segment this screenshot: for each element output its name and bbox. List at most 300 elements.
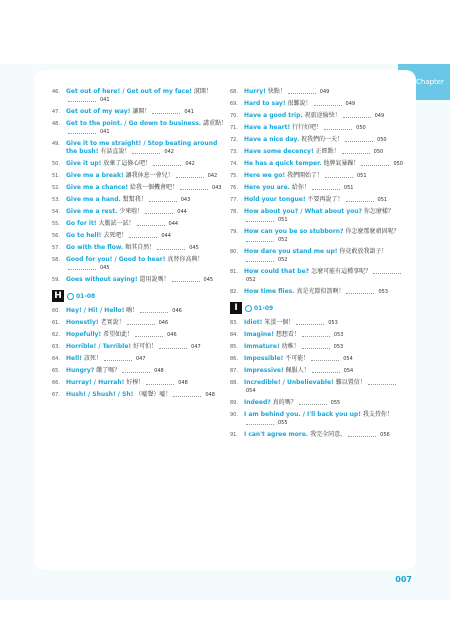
index-entry[interactable] <box>52 220 228 228</box>
entry-page-ref: 045 <box>203 277 214 283</box>
entry-body <box>66 108 228 116</box>
english-phrase: I am behind you. / I'll back you up! <box>244 411 361 418</box>
chinese-translation: 我支持你！ <box>362 411 393 418</box>
contents-card <box>34 70 416 570</box>
cd-icon <box>245 305 252 312</box>
english-phrase: Imagine! <box>244 331 274 338</box>
entry-page-ref: 050 <box>377 137 387 143</box>
chinese-translation: 祝我們的一天！ <box>301 136 344 143</box>
dot-leader <box>145 209 173 214</box>
entry-body <box>244 343 406 351</box>
chinese-translation: 怎麼可能有這種事呢？ <box>311 268 372 275</box>
entry-body <box>66 355 228 363</box>
index-entry[interactable] <box>230 431 406 439</box>
chinese-translation: 好可怕！ <box>133 343 158 350</box>
index-entry[interactable] <box>52 88 228 104</box>
entry-page-ref: 053 <box>333 332 344 338</box>
entry-body <box>66 256 228 272</box>
entry-body <box>66 196 228 204</box>
chinese-translation: 不要再說了！ <box>307 196 344 203</box>
entry-body <box>244 379 406 395</box>
entry-number: 49. <box>52 141 60 147</box>
entry-body <box>66 220 228 228</box>
index-entry[interactable] <box>52 379 228 387</box>
index-entry[interactable] <box>230 379 406 395</box>
entry-page-ref: 051 <box>377 197 388 203</box>
english-phrase: Give it to me straight! / Stop beating around the bush! <box>66 140 218 155</box>
chinese-translation: 讓開！ <box>132 108 151 115</box>
chinese-translation: 你怎麼樣？ <box>363 208 394 215</box>
entry-number: 75. <box>230 173 238 179</box>
entry-number: 72. <box>230 137 238 143</box>
dot-leader <box>348 432 376 437</box>
entry-page-ref: 054 <box>343 356 353 362</box>
english-phrase: Give me a chance! <box>66 184 129 191</box>
entry-number: 77. <box>230 197 238 203</box>
english-phrase: Hey! / Hi! / Hello! <box>66 307 125 314</box>
track-number: 01-08 <box>76 292 96 300</box>
index-entry[interactable] <box>230 367 406 375</box>
index-entry[interactable] <box>230 172 406 180</box>
entry-number: 81. <box>230 269 238 275</box>
index-entry[interactable] <box>52 196 228 204</box>
dot-leader <box>132 149 160 154</box>
dot-leader <box>346 289 374 294</box>
index-entry[interactable] <box>52 160 228 168</box>
track-number: 01-09 <box>254 304 274 312</box>
entry-page-ref: 052 <box>278 257 288 263</box>
entry-page-ref: 051 <box>343 185 354 191</box>
entry-page-ref: 048 <box>178 380 188 386</box>
chinese-translation: 放棄了這條心吧！ <box>103 160 152 167</box>
entry-body <box>244 112 406 120</box>
entry-page-ref: 052 <box>246 277 256 283</box>
english-phrase: Go with the flow. <box>66 244 124 251</box>
entry-number: 78. <box>230 209 238 215</box>
dot-leader <box>152 109 180 114</box>
index-entry[interactable] <box>230 319 406 327</box>
index-entry[interactable] <box>52 108 228 116</box>
entry-number: 62. <box>52 332 60 338</box>
entry-body <box>244 228 406 244</box>
chapter-tab-label: Chapter <box>416 78 444 86</box>
index-entry[interactable] <box>230 196 406 204</box>
dot-leader <box>122 368 150 373</box>
index-entry[interactable] <box>52 355 228 363</box>
entry-page-ref: 049 <box>319 89 330 95</box>
index-entry[interactable] <box>52 391 228 399</box>
entry-body <box>244 399 406 407</box>
entry-body <box>244 100 406 108</box>
dot-leader <box>68 97 96 102</box>
entry-number: 76. <box>230 185 238 191</box>
english-phrase: Hold your tongue! <box>244 196 306 203</box>
entry-number: 88. <box>230 380 238 386</box>
entry-number: 86. <box>230 356 238 362</box>
dot-leader <box>312 185 340 190</box>
index-entry[interactable] <box>230 124 406 132</box>
entry-body <box>66 276 228 284</box>
entry-number: 82. <box>230 289 238 295</box>
dot-leader <box>149 197 177 202</box>
chinese-translation: 給我一個機會吧！ <box>130 184 179 191</box>
dot-leader <box>180 185 208 190</box>
dot-leader <box>343 113 371 118</box>
section-header <box>230 302 406 314</box>
chinese-translation: 難以置信！ <box>335 379 366 386</box>
entry-body <box>244 331 406 339</box>
chinese-translation: （噓聲）噓！ <box>135 391 172 398</box>
entry-body <box>244 288 406 296</box>
dot-leader <box>127 320 155 325</box>
dot-leader <box>342 149 370 154</box>
english-phrase: How could that be? <box>244 268 310 275</box>
entry-body <box>244 136 406 144</box>
index-entry[interactable] <box>52 319 228 327</box>
entry-body <box>66 172 228 180</box>
chinese-translation: 真替你高興！ <box>167 256 204 263</box>
entry-body <box>66 367 228 375</box>
chinese-translation: 講重點！ <box>203 120 228 127</box>
index-entry[interactable] <box>52 172 228 180</box>
entry-number: 59. <box>52 277 60 283</box>
entry-number: 57. <box>52 245 60 251</box>
entry-body <box>66 319 228 327</box>
entry-number: 50. <box>52 161 60 167</box>
chinese-translation: 少來啦！ <box>119 208 144 215</box>
index-entry[interactable] <box>230 288 406 296</box>
index-entry[interactable] <box>230 208 406 224</box>
dot-leader <box>346 197 374 202</box>
index-entry[interactable] <box>52 331 228 339</box>
chinese-translation: 快點！ <box>267 88 286 95</box>
index-entry[interactable] <box>230 184 406 192</box>
english-phrase: Give me a hand. <box>66 196 121 203</box>
dot-leader <box>312 368 340 373</box>
dot-leader <box>246 237 274 242</box>
english-phrase: Have a nice day. <box>244 136 300 143</box>
dot-leader <box>345 137 373 142</box>
index-entry[interactable] <box>230 100 406 108</box>
index-entry[interactable] <box>52 256 228 272</box>
chinese-translation: 有話直說！ <box>100 148 131 155</box>
english-phrase: Get out of my way! <box>66 108 131 115</box>
english-phrase: Give me a rest. <box>66 208 118 215</box>
english-phrase: Here we go! <box>244 172 286 179</box>
chinese-translation: 大膽試一試！ <box>98 220 135 227</box>
entry-body <box>244 160 406 168</box>
index-entry[interactable] <box>230 112 406 120</box>
entry-number: 46. <box>52 89 60 95</box>
dot-leader <box>311 356 339 361</box>
dot-leader <box>302 344 330 349</box>
chinese-translation: 我完全同意。 <box>310 431 347 438</box>
entry-page-ref: 045 <box>189 245 199 251</box>
entry-page-ref: 046 <box>167 332 177 338</box>
index-entry[interactable] <box>52 276 228 284</box>
entry-number: 68. <box>230 89 238 95</box>
index-entry[interactable] <box>52 184 228 192</box>
entry-page-ref: 047 <box>191 344 201 350</box>
english-phrase: Hurray! / Hurrah! <box>66 379 125 386</box>
dot-leader <box>68 129 96 134</box>
chinese-translation: 讓我休息一會兒！ <box>125 172 174 179</box>
entry-page-ref: 050 <box>373 149 384 155</box>
dot-leader <box>288 89 316 94</box>
chinese-translation: 去死吧！ <box>103 232 128 239</box>
entry-body <box>66 379 228 387</box>
dot-leader <box>153 161 181 166</box>
english-phrase: Give it up! <box>66 160 102 167</box>
entry-page-ref: 044 <box>177 209 187 215</box>
chinese-translation: 行行好吧！ <box>292 124 323 131</box>
index-entry[interactable] <box>52 367 228 375</box>
entry-body <box>66 307 228 315</box>
entry-page-ref: 041 <box>100 129 110 135</box>
chinese-translation: 很難說！ <box>287 100 312 107</box>
english-phrase: Hopefully! <box>66 331 102 338</box>
index-entry[interactable] <box>230 160 406 168</box>
entry-number: 61. <box>52 320 60 326</box>
entry-body <box>66 391 228 399</box>
index-entry[interactable] <box>52 343 228 351</box>
chinese-translation: 不可能！ <box>285 355 310 362</box>
entry-page-ref: 054 <box>246 388 256 394</box>
entry-page-ref: 056 <box>380 432 390 438</box>
chinese-translation: 給你！ <box>291 184 310 191</box>
entry-number: 63. <box>52 344 60 350</box>
english-phrase: Have a good trip. <box>244 112 303 119</box>
entry-page-ref: 054 <box>343 368 354 374</box>
entry-body <box>244 367 406 375</box>
entry-body <box>66 331 228 339</box>
chinese-translation: 想想看！ <box>275 331 300 338</box>
dot-leader <box>68 265 96 270</box>
entry-page-ref: 049 <box>345 101 356 107</box>
english-phrase: Hungry? <box>66 367 95 374</box>
index-entry[interactable] <box>230 355 406 363</box>
chinese-translation: 佩服人！ <box>285 367 310 374</box>
english-phrase: Go to hell! <box>66 232 102 239</box>
english-phrase: Immature! <box>244 343 280 350</box>
dot-leader <box>373 269 401 274</box>
dot-leader <box>246 257 274 262</box>
entry-page-ref: 053 <box>328 320 338 326</box>
entry-page-ref: 053 <box>333 344 344 350</box>
chinese-translation: 希望如此！ <box>103 331 134 338</box>
entry-number: 48. <box>52 121 60 127</box>
entry-number: 90. <box>230 412 238 418</box>
chinese-translation: 你怎麼那麼頑固呢？ <box>345 228 400 235</box>
entry-number: 54. <box>52 209 60 215</box>
english-phrase: Hard to say! <box>244 100 286 107</box>
index-entry[interactable] <box>230 136 406 144</box>
english-phrase: How time flies. <box>244 288 295 295</box>
dot-leader <box>246 420 274 425</box>
english-phrase: Get to the point. / Go down to business. <box>66 120 202 127</box>
entry-number: 89. <box>230 400 238 406</box>
english-phrase: Horrible! / Terrible! <box>66 343 132 350</box>
entry-number: 60. <box>52 308 60 314</box>
entry-body <box>66 244 228 252</box>
entry-page-ref: 045 <box>100 265 110 271</box>
entry-number: 52. <box>52 185 60 191</box>
entry-page-ref: 041 <box>100 97 110 103</box>
chinese-translation: 順其自然！ <box>125 244 156 251</box>
english-phrase: How can you be so stubborn? <box>244 228 344 235</box>
english-phrase: I can't agree more. <box>244 431 309 438</box>
entry-page-ref: 048 <box>205 392 215 398</box>
entry-page-ref: 046 <box>172 308 182 314</box>
chinese-translation: 餓了嗎？ <box>96 367 121 374</box>
english-phrase: Hush! / Shush! / Sh! <box>66 391 134 398</box>
chinese-translation: 老實說！ <box>100 319 125 326</box>
english-phrase: How dare you stand me up! <box>244 248 338 255</box>
chinese-translation: 祝旅途愉快！ <box>304 112 341 119</box>
entry-body <box>66 88 228 104</box>
entry-body <box>244 431 406 439</box>
chinese-translation: 真是光陰似箭啊！ <box>296 288 345 295</box>
entry-number: 69. <box>230 101 238 107</box>
entry-body <box>66 343 228 351</box>
section-header <box>52 290 228 302</box>
entry-page-ref: 051 <box>357 173 367 179</box>
dot-leader <box>296 320 324 325</box>
entry-number: 80. <box>230 249 238 255</box>
index-entry[interactable] <box>52 244 228 252</box>
dot-leader <box>299 400 327 405</box>
audio-track-badge[interactable] <box>67 293 95 300</box>
entry-number: 73. <box>230 149 238 155</box>
entry-page-ref: 042 <box>207 173 218 179</box>
entry-page-ref: 053 <box>378 289 389 295</box>
entry-page-ref: 046 <box>158 320 169 326</box>
english-phrase: Give me a break! <box>66 172 124 179</box>
entry-page-ref: 048 <box>154 368 164 374</box>
entry-body <box>66 184 228 192</box>
entry-page-ref: 044 <box>168 221 179 227</box>
chinese-translation: 該死！ <box>83 355 102 362</box>
english-phrase: Good for you! / Good to hear! <box>66 256 166 263</box>
dot-leader <box>368 380 396 385</box>
index-entry[interactable] <box>52 232 228 240</box>
index-entry[interactable] <box>230 148 406 156</box>
entry-number: 66. <box>52 380 60 386</box>
index-entry[interactable] <box>52 208 228 216</box>
dot-leader <box>129 233 157 238</box>
english-phrase: Have some decency! <box>244 148 314 155</box>
chinese-translation: 真的嗎？ <box>272 399 297 406</box>
english-phrase: Hurry! <box>244 88 266 95</box>
index-entry[interactable] <box>230 248 406 264</box>
dot-leader <box>172 277 200 282</box>
chinese-translation: 嗨！ <box>126 307 139 314</box>
dot-leader <box>325 173 353 178</box>
english-phrase: Goes without saying! <box>66 276 138 283</box>
entry-body <box>244 124 406 132</box>
entry-number: 47. <box>52 109 60 115</box>
entry-body <box>244 172 406 180</box>
dot-leader <box>361 161 389 166</box>
index-entry[interactable] <box>230 411 406 427</box>
index-entry[interactable] <box>52 140 228 156</box>
entry-page-ref: 049 <box>374 113 385 119</box>
index-entry[interactable] <box>230 88 406 96</box>
index-entry[interactable] <box>52 307 228 315</box>
entry-body <box>66 160 228 168</box>
entry-body <box>244 184 406 192</box>
entry-number: 85. <box>230 344 238 350</box>
dot-leader <box>137 221 165 226</box>
chinese-translation: 還用說嗎！ <box>139 276 170 283</box>
english-phrase: Honestly! <box>66 319 99 326</box>
dot-leader <box>302 332 330 337</box>
entry-number: 70. <box>230 113 238 119</box>
entry-page-ref: 055 <box>330 400 341 406</box>
entry-number: 67. <box>52 392 60 398</box>
dot-leader <box>157 245 185 250</box>
english-phrase: Incredible! / Unbelievable! <box>244 379 334 386</box>
english-phrase: Idiot! <box>244 319 263 326</box>
page-number: 007 <box>395 575 412 584</box>
entry-body <box>66 140 228 156</box>
index-entry[interactable] <box>52 120 228 136</box>
right-column <box>230 88 406 443</box>
entry-number: 79. <box>230 229 238 235</box>
entry-page-ref: 052 <box>278 237 288 243</box>
english-phrase: Impressive! <box>244 367 284 374</box>
entry-page-ref: 051 <box>278 217 288 223</box>
index-entry[interactable] <box>230 331 406 339</box>
entry-page-ref: 055 <box>278 420 288 426</box>
entry-number: 55. <box>52 221 60 227</box>
entry-page-ref: 050 <box>393 161 403 167</box>
entry-number: 53. <box>52 197 60 203</box>
dot-leader <box>104 356 132 361</box>
chinese-translation: 幫幫我！ <box>122 196 147 203</box>
english-phrase: Here you are. <box>244 184 290 191</box>
dot-leader <box>159 344 187 349</box>
entry-page-ref: 042 <box>185 161 195 167</box>
entry-body <box>244 411 406 427</box>
entry-page-ref: 044 <box>161 233 171 239</box>
entry-body <box>66 232 228 240</box>
chinese-translation: 笨蛋一個！ <box>264 319 295 326</box>
chinese-translation: 他脾氣暴躁！ <box>323 160 360 167</box>
english-phrase: Impossible! <box>244 355 284 362</box>
index-entry[interactable] <box>230 268 406 284</box>
chinese-translation: 你竟敢放我鴿子！ <box>339 248 388 255</box>
english-phrase: Get out of here! / Get out of my face! <box>66 88 192 95</box>
entry-body <box>244 248 406 264</box>
index-entry[interactable] <box>230 228 406 244</box>
entry-number: 65. <box>52 368 60 374</box>
dot-leader <box>146 380 174 385</box>
entry-body <box>244 148 406 156</box>
chinese-translation: 幼稚！ <box>281 343 300 350</box>
dot-leader <box>140 308 168 313</box>
english-phrase: Have a heart! <box>244 124 291 131</box>
audio-track-badge[interactable] <box>245 305 273 312</box>
entry-page-ref: 050 <box>356 125 366 131</box>
entry-body <box>244 319 406 327</box>
entry-page-ref: 043 <box>212 185 222 191</box>
entry-number: 51. <box>52 173 60 179</box>
index-entry[interactable] <box>230 399 406 407</box>
english-phrase: Indeed? <box>244 399 271 406</box>
index-entry[interactable] <box>230 343 406 351</box>
english-phrase: Hell! <box>66 355 82 362</box>
